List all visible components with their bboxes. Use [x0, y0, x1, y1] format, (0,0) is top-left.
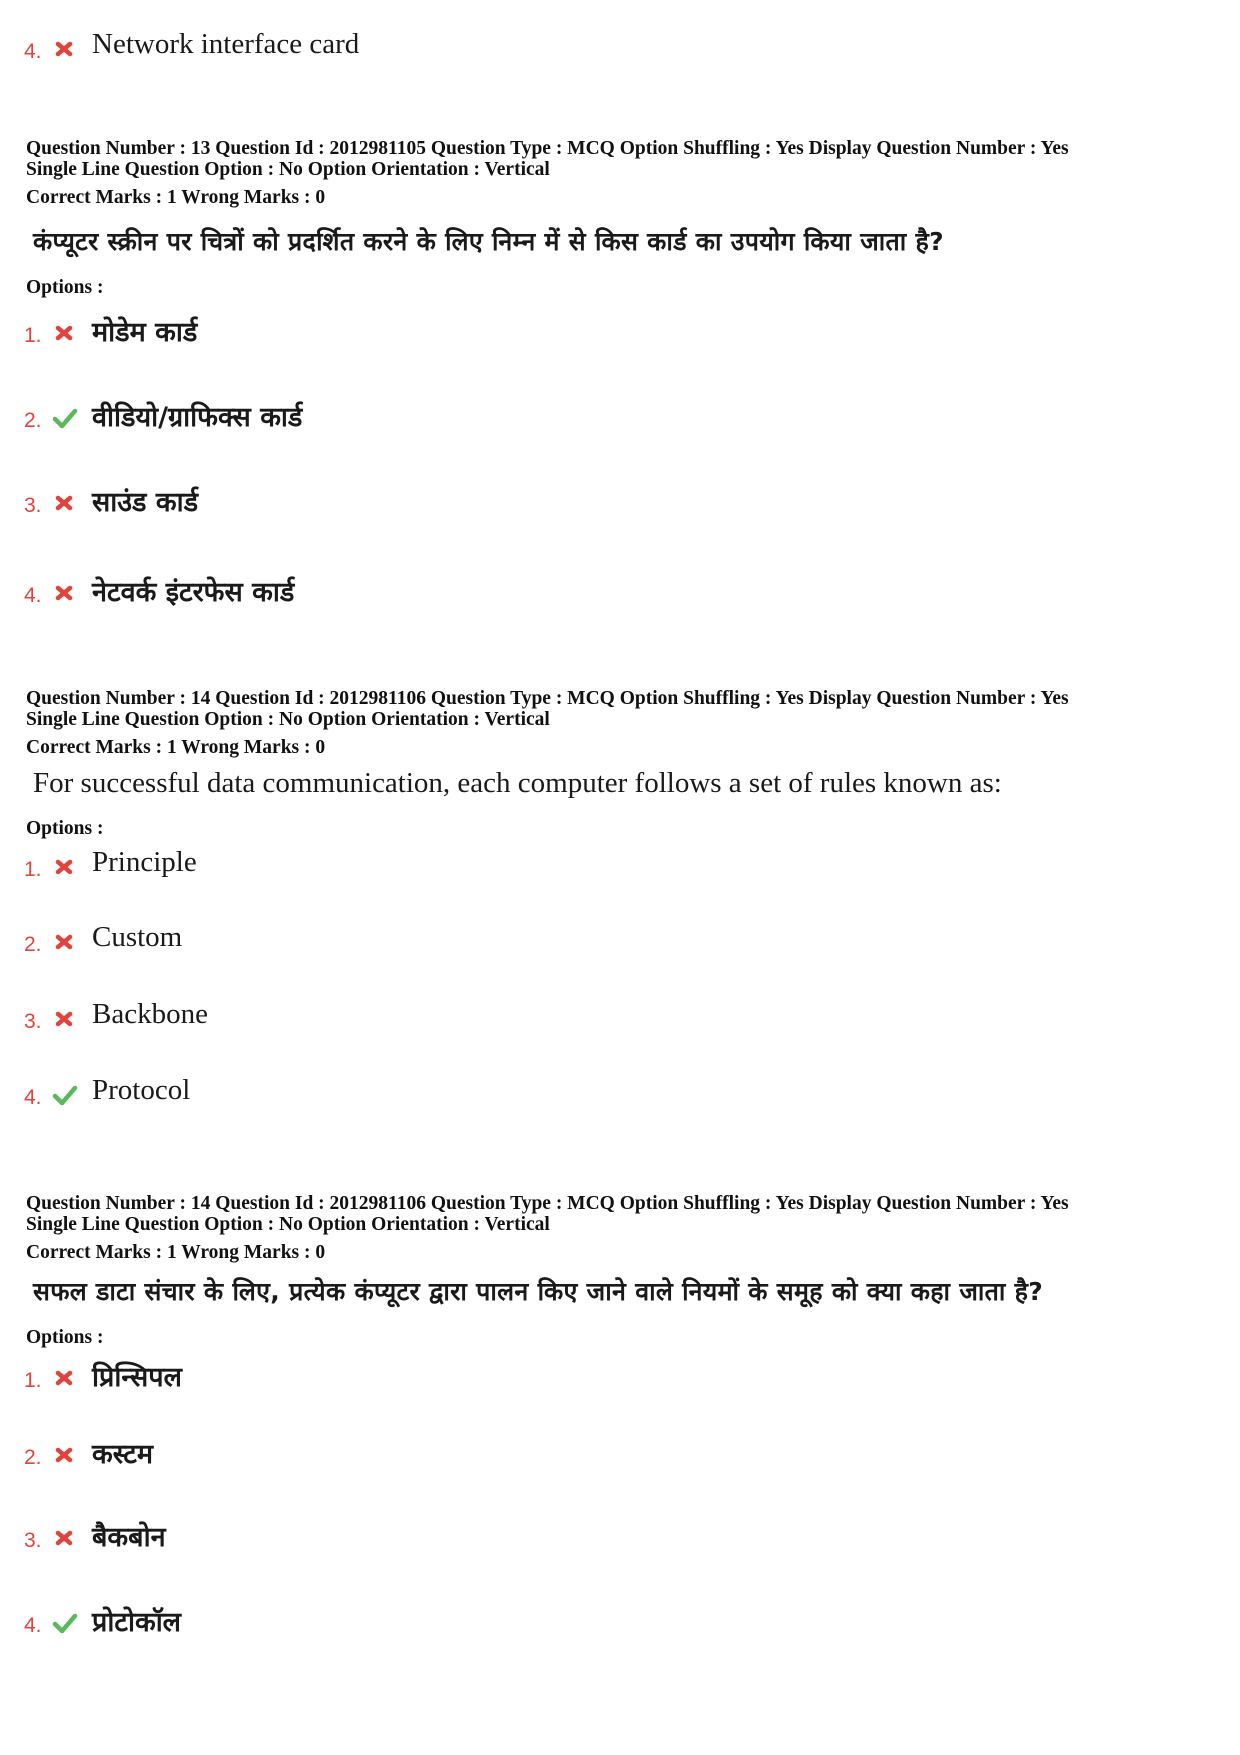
question-meta-2: Single Line Question Option : No Option Orientation : Vertical [26, 1214, 550, 1235]
option-number: 2. [24, 409, 42, 432]
option-number: 4. [24, 584, 42, 607]
option-number: 1. [24, 1369, 42, 1392]
option-text: साउंड कार्ड [92, 487, 199, 518]
marks-info: Correct Marks : 1 Wrong Marks : 0 [26, 187, 326, 208]
cross-icon [52, 855, 76, 879]
option-number: 2. [24, 933, 42, 956]
question-stem: कंप्यूटर स्क्रीन पर चित्रों को प्रदर्शित करने के लिए निम्न में से किस कार्ड का उपयोग किया जाता है? [33, 227, 944, 256]
option-number: 4. [24, 40, 42, 63]
question-stem: सफल डाटा संचार के लिए, प्रत्येक कंप्यूटर द्वारा पालन किए जाने वाले नियमों के समूह को क्या कहा जाता है? [33, 1277, 1044, 1306]
option-number: 4. [24, 1086, 42, 1109]
option-text: Network interface card [92, 28, 360, 60]
question-meta: Question Number : 14 Question Id : 2012981106 Question Type : MCQ Option Shuffling : Yes Display Question Number : Yes [26, 688, 1069, 709]
cross-icon [52, 1526, 76, 1550]
question-stem: For successful data communication, each computer follows a set of rules known as: [33, 767, 1002, 799]
option-number: 3. [24, 1529, 42, 1552]
option-text: वीडियो/ग्राफिक्स कार्ड [92, 402, 303, 433]
question-meta: Question Number : 14 Question Id : 2012981106 Question Type : MCQ Option Shuffling : Yes Display Question Number : Yes [26, 1193, 1069, 1214]
option-number: 1. [24, 324, 42, 347]
check-icon [52, 1611, 76, 1635]
cross-icon [52, 930, 76, 954]
option-number: 2. [24, 1446, 42, 1469]
options-label: Options : [26, 277, 104, 298]
cross-icon [52, 1443, 76, 1467]
question-meta-2: Single Line Question Option : No Option Orientation : Vertical [26, 159, 550, 180]
option-number: 4. [24, 1614, 42, 1637]
option-text: प्रिन्सिपल [92, 1362, 182, 1393]
options-label: Options : [26, 818, 104, 839]
cross-icon [52, 1007, 76, 1031]
check-icon [52, 406, 76, 430]
marks-info: Correct Marks : 1 Wrong Marks : 0 [26, 1242, 326, 1263]
cross-icon [52, 321, 76, 345]
option-text: बैकबोन [92, 1522, 166, 1553]
option-text: Protocol [92, 1074, 191, 1106]
question-meta-2: Single Line Question Option : No Option Orientation : Vertical [26, 709, 550, 730]
option-number: 3. [24, 1010, 42, 1033]
cross-icon [52, 1366, 76, 1390]
option-text: नेटवर्क इंटरफेस कार्ड [92, 577, 295, 608]
marks-info: Correct Marks : 1 Wrong Marks : 0 [26, 737, 326, 758]
option-text: Principle [92, 846, 197, 878]
check-icon [52, 1083, 76, 1107]
option-text: Backbone [92, 998, 208, 1030]
option-text: कस्टम [92, 1439, 153, 1470]
options-label: Options : [26, 1327, 104, 1348]
option-number: 3. [24, 494, 42, 517]
question-meta: Question Number : 13 Question Id : 2012981105 Question Type : MCQ Option Shuffling : Yes Display Question Number : Yes [26, 138, 1069, 159]
option-text: Custom [92, 921, 183, 953]
cross-icon [52, 37, 76, 61]
option-text: मोडेम कार्ड [92, 317, 198, 348]
option-text: प्रोटोकॉल [92, 1607, 181, 1638]
option-number: 1. [24, 858, 42, 881]
cross-icon [52, 491, 76, 515]
cross-icon [52, 581, 76, 605]
